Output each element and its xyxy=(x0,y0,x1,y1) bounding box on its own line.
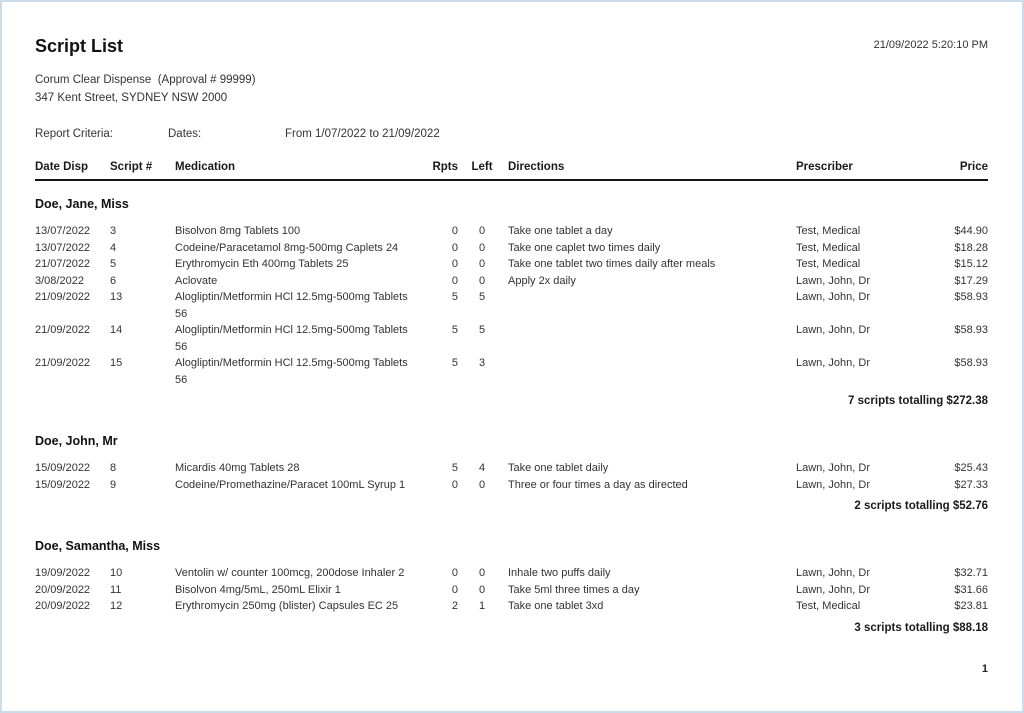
cell-script: 5 xyxy=(110,258,117,270)
cell-left: 5 xyxy=(478,324,486,336)
column-header-price: Price xyxy=(959,161,988,173)
cell-script: 15 xyxy=(110,357,123,369)
cell-price: $23.81 xyxy=(954,600,988,612)
dates-value: From 1/07/2022 to 21/09/2022 xyxy=(285,128,440,140)
pharmacy-name: Corum Clear Dispense (Approval # 99999) xyxy=(35,74,256,86)
cell-directions xyxy=(506,355,796,388)
cell-left: 0 xyxy=(478,241,486,254)
cell-prescriber: Test, Medical xyxy=(796,241,861,254)
cell-prescriber: Lawn, John, Dr xyxy=(796,274,870,287)
column-header-date-disp: Date Disp xyxy=(35,161,89,173)
cell-price: $44.90 xyxy=(954,225,988,237)
cell-medication: Bisolvon 8mg Tablets 100 xyxy=(175,225,301,237)
script-row xyxy=(35,598,988,615)
cell-rpts: 0 xyxy=(451,274,458,287)
patient-name: Doe, Jane, Miss xyxy=(35,197,129,211)
cell-price: $58.93 xyxy=(954,357,988,369)
table-body xyxy=(35,196,988,636)
cell-rpts: 0 xyxy=(451,567,458,579)
script-row xyxy=(35,289,988,322)
cell-directions: Take one tablet daily xyxy=(508,462,609,474)
group-subtotal: 3 scripts totalling $88.18 xyxy=(854,621,988,634)
cell-date: 13/07/2022 xyxy=(35,225,91,237)
script-row xyxy=(35,460,988,477)
cell-price: $27.33 xyxy=(954,478,988,491)
script-row xyxy=(35,256,988,273)
cell-script: 4 xyxy=(110,241,117,254)
cell-rpts: 5 xyxy=(451,462,458,474)
page-title: Script List xyxy=(35,36,124,56)
report-criteria-row xyxy=(35,128,988,140)
script-row xyxy=(35,565,988,582)
cell-date: 20/09/2022 xyxy=(35,583,91,596)
cell-left: 1 xyxy=(478,600,486,612)
cell-script: 14 xyxy=(110,324,123,336)
cell-left: 0 xyxy=(478,567,486,579)
cell-script: 3 xyxy=(110,225,117,237)
cell-medication: Alogliptin/Metformin HCl 12.5mg-500mg Tablets 56 xyxy=(175,291,408,320)
cell-rpts: 5 xyxy=(451,291,458,303)
cell-date: 13/07/2022 xyxy=(35,241,91,254)
cell-date: 15/09/2022 xyxy=(35,478,91,491)
cell-left: 0 xyxy=(478,478,486,491)
cell-left: 0 xyxy=(478,583,486,596)
cell-script: 11 xyxy=(110,583,122,596)
cell-rpts: 5 xyxy=(451,357,458,369)
cell-prescriber: Lawn, John, Dr xyxy=(796,462,870,474)
column-header-directions: Directions xyxy=(508,161,565,173)
cell-script: 13 xyxy=(110,291,123,303)
cell-prescriber: Lawn, John, Dr xyxy=(796,291,870,303)
cell-left: 0 xyxy=(478,225,486,237)
page-number: 1 xyxy=(981,662,988,675)
cell-rpts: 0 xyxy=(451,478,458,491)
cell-date: 21/07/2022 xyxy=(35,258,91,270)
cell-script: 10 xyxy=(110,567,123,579)
cell-script: 9 xyxy=(110,478,117,491)
cell-directions: Take one tablet two times daily after meals xyxy=(508,258,716,270)
cell-medication: Micardis 40mg Tablets 28 xyxy=(175,462,300,474)
cell-left: 4 xyxy=(478,462,486,474)
group-subtotal: 7 scripts totalling $272.38 xyxy=(848,395,988,407)
patient-group-doe-john-mr xyxy=(35,433,988,514)
column-header-medication: Medication xyxy=(175,161,236,173)
cell-price: $18.28 xyxy=(954,241,988,254)
cell-script: 12 xyxy=(110,600,123,612)
cell-date: 21/09/2022 xyxy=(35,291,91,303)
cell-date: 21/09/2022 xyxy=(35,324,91,336)
cell-medication: Bisolvon 4mg/5mL, 250mL Elixir 1 xyxy=(175,583,341,596)
table-header-row xyxy=(35,161,988,181)
cell-medication: Ventolin w/ counter 100mcg, 200dose Inhaler 2 xyxy=(175,567,405,579)
cell-directions: Apply 2x daily xyxy=(508,274,576,287)
cell-prescriber: Test, Medical xyxy=(796,600,861,612)
cell-prescriber: Lawn, John, Dr xyxy=(796,357,870,369)
cell-date: 20/09/2022 xyxy=(35,600,91,612)
cell-directions: Take 5ml three times a day xyxy=(508,583,640,596)
cell-price: $25.43 xyxy=(954,462,988,474)
cell-medication: Codeine/Promethazine/Paracet 100mL Syrup 1 xyxy=(175,478,406,491)
cell-price: $17.29 xyxy=(954,274,988,287)
cell-medication: Aclovate xyxy=(175,274,218,287)
cell-directions xyxy=(506,289,796,322)
group-subtotal: 2 scripts totalling $52.76 xyxy=(854,500,988,512)
script-row xyxy=(35,582,988,599)
cell-script: 8 xyxy=(110,462,117,474)
cell-prescriber: Lawn, John, Dr xyxy=(796,324,870,336)
cell-date: 3/08/2022 xyxy=(35,274,84,287)
cell-price: $58.93 xyxy=(954,291,988,303)
script-row xyxy=(35,240,988,257)
cell-directions xyxy=(506,322,796,355)
patient-name: Doe, Samantha, Miss xyxy=(35,539,161,553)
cell-directions: Take one tablet a day xyxy=(508,225,613,237)
cell-date: 21/09/2022 xyxy=(35,357,91,369)
patient-group-doe-samantha-miss xyxy=(35,538,988,636)
printed-timestamp: 21/09/2022 5:20:10 PM xyxy=(873,39,988,51)
cell-medication: Codeine/Paracetamol 8mg-500mg Caplets 24 xyxy=(175,241,399,254)
script-row xyxy=(35,477,988,494)
cell-date: 19/09/2022 xyxy=(35,567,91,579)
patient-group-doe-jane-miss xyxy=(35,196,988,409)
report-criteria-label: Report Criteria: xyxy=(35,128,113,140)
cell-directions: Three or four times a day as directed xyxy=(508,478,688,491)
patient-name: Doe, John, Mr xyxy=(35,434,118,448)
cell-rpts: 0 xyxy=(451,241,458,254)
cell-prescriber: Test, Medical xyxy=(796,258,861,270)
cell-rpts: 0 xyxy=(451,258,458,270)
pharmacy-address: 347 Kent Street, SYDNEY NSW 2000 xyxy=(35,92,228,104)
column-header-prescriber: Prescriber xyxy=(796,161,853,173)
cell-medication: Alogliptin/Metformin HCl 12.5mg-500mg Tablets 56 xyxy=(175,357,408,386)
cell-medication: Alogliptin/Metformin HCl 12.5mg-500mg Tablets 56 xyxy=(175,324,408,353)
column-header-left: Left xyxy=(471,161,493,173)
cell-left: 0 xyxy=(478,258,486,270)
cell-script: 6 xyxy=(110,274,117,287)
cell-rpts: 2 xyxy=(451,600,458,612)
report-page xyxy=(35,36,988,675)
script-row xyxy=(35,223,988,240)
cell-price: $15.12 xyxy=(954,258,988,270)
cell-left: 5 xyxy=(478,291,486,303)
cell-rpts: 0 xyxy=(451,225,458,237)
cell-rpts: 5 xyxy=(451,324,458,336)
cell-directions: Take one tablet 3xd xyxy=(508,600,604,612)
cell-prescriber: Test, Medical xyxy=(796,225,861,237)
cell-prescriber: Lawn, John, Dr xyxy=(796,583,870,596)
cell-price: $31.66 xyxy=(954,583,988,596)
cell-date: 15/09/2022 xyxy=(35,462,91,474)
cell-left: 3 xyxy=(478,357,486,369)
column-header-rpts: Rpts xyxy=(432,161,458,173)
cell-medication: Erythromycin 250mg (blister) Capsules EC 25 xyxy=(175,600,399,612)
column-header-script: Script # xyxy=(110,161,153,173)
cell-directions: Inhale two puffs daily xyxy=(508,567,611,579)
cell-directions: Take one caplet two times daily xyxy=(508,241,661,254)
cell-prescriber: Lawn, John, Dr xyxy=(796,478,870,491)
dates-label: Dates: xyxy=(168,128,202,140)
cell-left: 0 xyxy=(478,274,486,287)
cell-prescriber: Lawn, John, Dr xyxy=(796,567,870,579)
cell-rpts: 0 xyxy=(451,583,458,596)
script-row xyxy=(35,322,988,355)
cell-price: $58.93 xyxy=(954,324,988,336)
script-row xyxy=(35,273,988,290)
report-header xyxy=(35,36,988,57)
cell-price: $32.71 xyxy=(954,567,988,579)
cell-medication: Erythromycin Eth 400mg Tablets 25 xyxy=(175,258,349,270)
script-row xyxy=(35,355,988,388)
